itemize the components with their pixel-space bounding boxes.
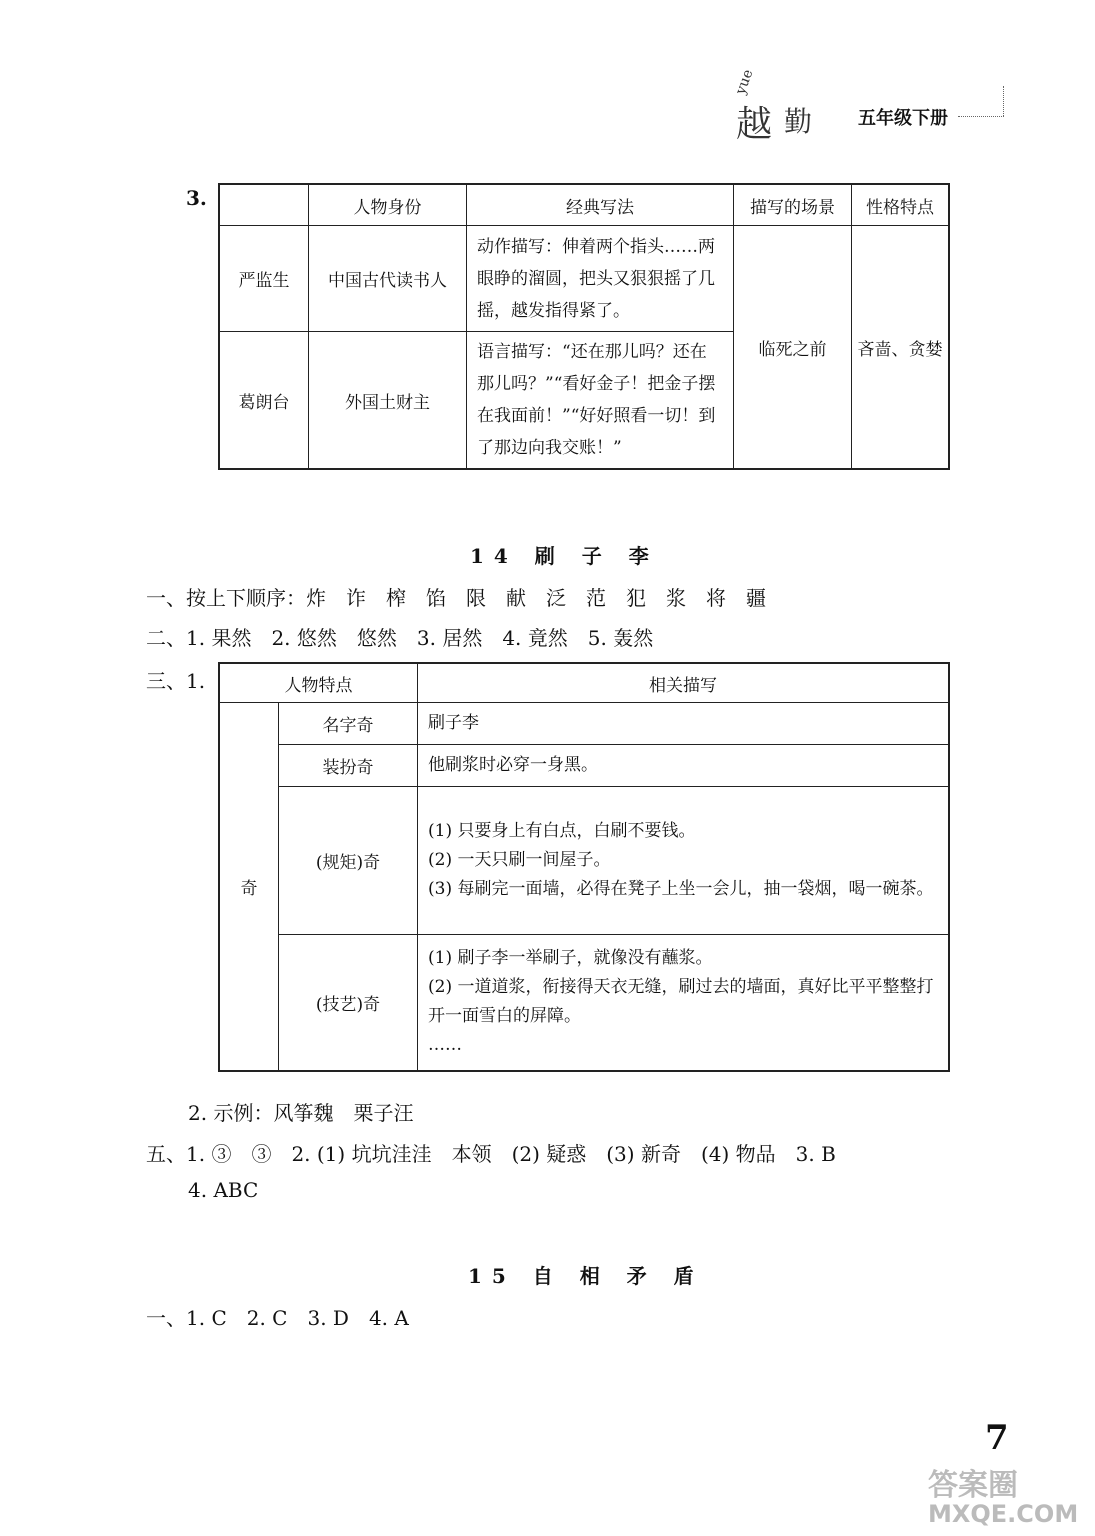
- t1-identity: 外国土财主: [309, 332, 467, 470]
- t1-header-writing: 经典写法: [467, 184, 734, 226]
- t2-group: 奇: [219, 703, 279, 1071]
- t1-name: 葛朗台: [219, 332, 309, 470]
- t2-key: 名字奇: [279, 703, 418, 745]
- t2-header-trait: 人物特点: [219, 663, 418, 703]
- t1-scene: 临死之前: [734, 226, 852, 470]
- t2-value-line: (3) 每刷完一面墙，必得在凳子上坐一会儿，抽一袋烟，喝一碗茶。: [428, 879, 934, 899]
- t2-value-line: (1) 刷子李一举刷子，就像没有蘸浆。: [428, 948, 713, 969]
- logo-text-yue: 越: [736, 104, 773, 145]
- answer-line: 二、1. 果然 2. 悠然 悠然 3. 居然 4. 竟然 5. 轰然: [146, 626, 654, 650]
- answer-line: 4. ABC: [188, 1178, 259, 1202]
- t2-header-desc: 相关描写: [418, 663, 950, 703]
- t2-value-line: ……: [428, 1035, 462, 1056]
- answer-line: 五、1. ③ ③ 2. (1) 坑坑洼洼 本领 (2) 疑惑 (3) 新奇 (4) 物品 3. B: [146, 1142, 836, 1166]
- t2-key: (技艺)奇: [279, 935, 418, 1071]
- t2-value-line: 刷子李: [428, 713, 479, 733]
- character-table: [218, 183, 950, 470]
- watermark-logo: 答案圈: [928, 1468, 1018, 1503]
- logo-text-qin: 勤: [784, 105, 813, 138]
- t1-writing: 动作描写：伸着两个指头……两眼睁的溜圆，把头又狠狠摇了几摇，越发指得紧了。: [467, 226, 734, 332]
- t2-value: [418, 745, 950, 787]
- t1-identity: 中国古代读书人: [309, 226, 467, 332]
- t2-value: [418, 787, 950, 935]
- t1-name: 严监生: [219, 226, 309, 332]
- t1-writing: 语言描写：“还在那儿吗？还在那儿吗？”“看好金子！把金子摆在我面前！”“好好照看一切！到了那边向我交账！”: [467, 332, 734, 470]
- t1-header-scene: 描写的场景: [734, 184, 852, 226]
- trait-table: [218, 662, 950, 1072]
- grade-label: 五年级下册: [858, 108, 948, 129]
- t2-value-line: (1) 只要身上有白点，白刷不要钱。: [428, 821, 696, 841]
- t2-value: [418, 935, 950, 1071]
- t2-value-line: (2) 一天只刷一间屋子。: [428, 850, 611, 870]
- header-divider: [958, 116, 1004, 117]
- watermark-url: MXQE.COM: [928, 1500, 1079, 1528]
- header-divider-vertical: [1003, 86, 1004, 116]
- t2-value-line: 他刷浆时必穿一身黑。: [428, 755, 598, 775]
- lesson-15-title: 15 自 相 矛 盾: [468, 1264, 704, 1288]
- t2-value-line: (2) 一道道浆，衔接得天衣无缝，刷过去的墙面，真好比平平整整打开一面雪白的屏障。: [428, 977, 934, 1027]
- answer-line: 一、按上下顺序：炸 诈 榨 馅 限 献 泛 范 犯 浆 将 疆: [146, 586, 766, 610]
- t1-header-trait: 性格特点: [852, 184, 950, 226]
- t2-key: 装扮奇: [279, 745, 418, 787]
- answer-line: 2. 示例：风筝魏 栗子汪: [188, 1101, 414, 1125]
- page-number: 7: [985, 1418, 1009, 1458]
- lesson-14-title: 14 刷 子 李: [470, 544, 659, 568]
- t2-key: (规矩)奇: [279, 787, 418, 935]
- t1-trait: 吝啬、贪婪: [852, 226, 950, 470]
- answer-line: 一、1. C 2. C 3. D 4. A: [146, 1306, 409, 1330]
- logo-text-pinyin: yue: [732, 67, 757, 97]
- t2-value: [418, 703, 950, 745]
- brand-logo: [692, 67, 832, 150]
- t1-header-blank: [219, 184, 309, 226]
- question-3-1-label: 三、1.: [146, 669, 206, 693]
- t1-header-identity: 人物身份: [309, 184, 467, 226]
- question-3-label: 3.: [186, 186, 207, 210]
